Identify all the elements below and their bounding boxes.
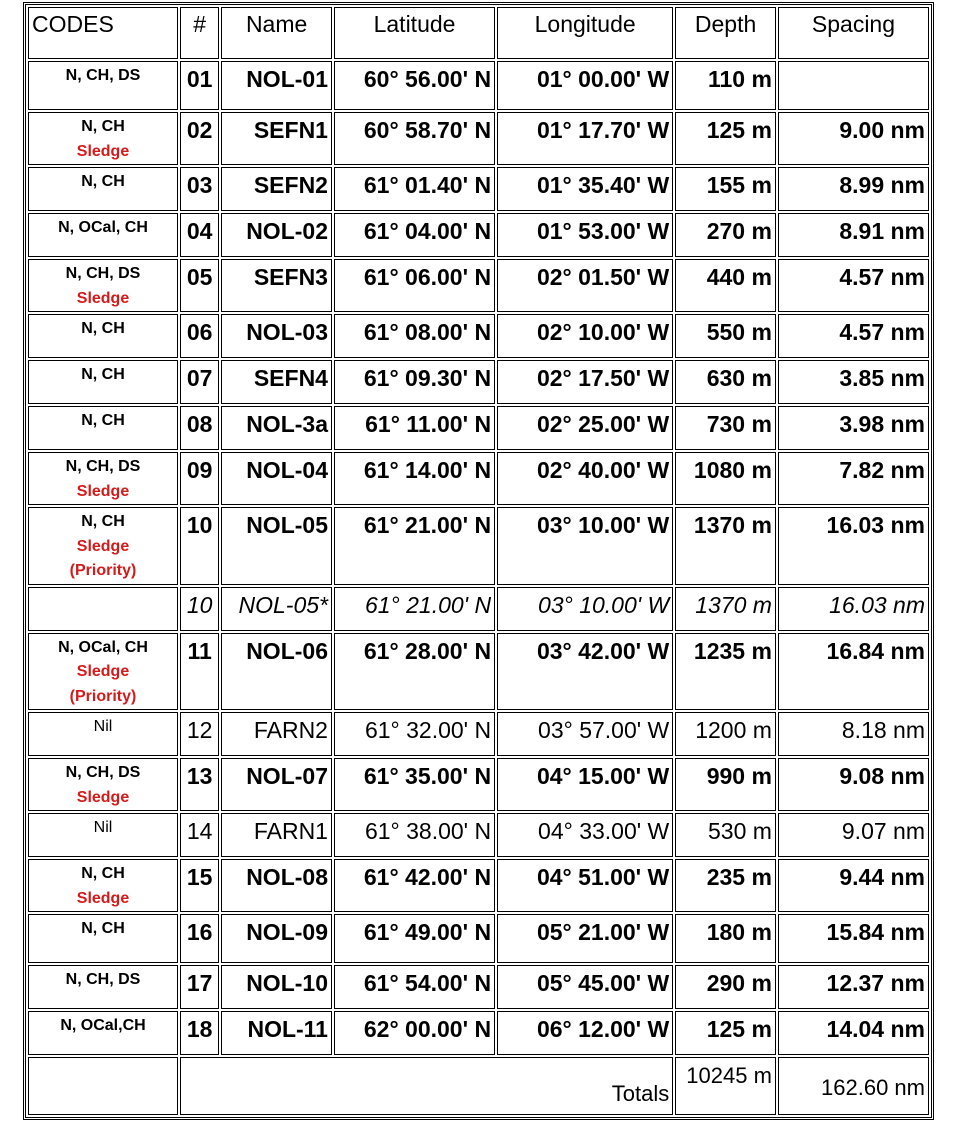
cell-num: 08	[180, 406, 219, 450]
cell-name: NOL-3a	[221, 406, 332, 450]
cell-codes	[28, 167, 178, 211]
cell-num: 02	[180, 112, 219, 165]
header-depth: Depth	[675, 7, 776, 59]
cell-depth: 990 m	[675, 758, 776, 811]
cell-name: SEFN4	[221, 360, 332, 404]
table-row	[28, 1011, 929, 1055]
cell-latitude: 61° 49.00' N	[334, 914, 495, 963]
totals-depth: 10245 m	[675, 1057, 776, 1115]
cell-longitude: 05° 21.00' W	[497, 914, 673, 963]
codes-text: N, CH, DS	[65, 67, 141, 84]
cell-spacing: 14.04 nm	[778, 1011, 929, 1055]
cell-latitude: 61° 01.40' N	[334, 167, 495, 211]
cell-codes	[28, 1011, 178, 1055]
cell-spacing: 8.91 nm	[778, 213, 929, 257]
cell-num: 10	[180, 587, 219, 631]
header-spacing: Spacing	[778, 7, 929, 59]
cell-num: 09	[180, 452, 219, 505]
stations-table	[26, 5, 931, 1117]
cell-codes	[28, 758, 178, 811]
codes-text: N, CH	[81, 173, 125, 190]
table-row	[28, 859, 929, 912]
table-row	[28, 758, 929, 811]
codes-text: N, CH	[81, 118, 125, 135]
codes-text: N, CH	[81, 513, 125, 530]
cell-spacing: 7.82 nm	[778, 452, 929, 505]
cell-name: NOL-10	[221, 965, 332, 1009]
totals-label: Totals	[180, 1057, 673, 1115]
cell-name: NOL-04	[221, 452, 332, 505]
cell-depth: 1370 m	[675, 587, 776, 631]
codes-text: N, OCal,CH	[60, 1017, 146, 1034]
cell-codes	[28, 813, 178, 857]
cell-spacing: 8.18 nm	[778, 712, 929, 756]
cell-depth: 1080 m	[675, 452, 776, 505]
cell-latitude: 61° 35.00' N	[334, 758, 495, 811]
priority-note: (Priority)	[69, 562, 137, 579]
cell-longitude: 04° 15.00' W	[497, 758, 673, 811]
cell-depth: 1370 m	[675, 507, 776, 585]
cell-name: NOL-05	[221, 507, 332, 585]
table-row	[28, 813, 929, 857]
cell-latitude: 60° 58.70' N	[334, 112, 495, 165]
cell-latitude: 61° 04.00' N	[334, 213, 495, 257]
cell-latitude: 61° 21.00' N	[334, 507, 495, 585]
codes-text: N, CH	[81, 865, 125, 882]
cell-spacing: 4.57 nm	[778, 259, 929, 312]
cell-latitude: 61° 21.00' N	[334, 587, 495, 631]
codes-text: N, CH, DS	[65, 265, 141, 282]
cell-longitude: 03° 57.00' W	[497, 712, 673, 756]
cell-depth: 1200 m	[675, 712, 776, 756]
cell-codes	[28, 507, 178, 585]
cell-latitude: 61° 14.00' N	[334, 452, 495, 505]
cell-latitude: 61° 28.00' N	[334, 633, 495, 711]
table-row	[28, 914, 929, 963]
cell-spacing: 4.57 nm	[778, 314, 929, 358]
cell-name: NOL-06	[221, 633, 332, 711]
cell-codes	[28, 406, 178, 450]
cell-depth: 270 m	[675, 213, 776, 257]
cell-name: NOL-11	[221, 1011, 332, 1055]
codes-text: N, CH	[81, 320, 125, 337]
table-row	[28, 259, 929, 312]
cell-depth: 440 m	[675, 259, 776, 312]
cell-num: 01	[180, 61, 219, 110]
cell-depth: 110 m	[675, 61, 776, 110]
cell-depth: 235 m	[675, 859, 776, 912]
cell-name: SEFN2	[221, 167, 332, 211]
cell-depth: 125 m	[675, 1011, 776, 1055]
cell-codes	[28, 213, 178, 257]
sledge-note: Sledge	[76, 889, 130, 907]
cell-num: 07	[180, 360, 219, 404]
cell-longitude: 03° 42.00' W	[497, 633, 673, 711]
table-row	[28, 360, 929, 404]
cell-codes	[28, 633, 178, 711]
codes-text: Nil	[93, 718, 113, 735]
cell-latitude: 61° 11.00' N	[334, 406, 495, 450]
cell-longitude: 01° 35.40' W	[497, 167, 673, 211]
cell-spacing: 16.84 nm	[778, 633, 929, 711]
cell-name: NOL-01	[221, 61, 332, 110]
header-codes: CODES	[28, 7, 178, 59]
cell-name: NOL-05*	[221, 587, 332, 631]
cell-spacing: 9.00 nm	[778, 112, 929, 165]
cell-longitude: 01° 17.70' W	[497, 112, 673, 165]
cell-longitude: 02° 01.50' W	[497, 259, 673, 312]
cell-longitude: 06° 12.00' W	[497, 1011, 673, 1055]
cell-name: NOL-07	[221, 758, 332, 811]
cell-codes	[28, 859, 178, 912]
cell-codes	[28, 259, 178, 312]
cell-num: 13	[180, 758, 219, 811]
totals-empty-codes	[28, 1057, 178, 1115]
cell-longitude: 03° 10.00' W	[497, 507, 673, 585]
table-row	[28, 965, 929, 1009]
table-row	[28, 314, 929, 358]
sledge-note: Sledge	[76, 788, 130, 806]
cell-num: 16	[180, 914, 219, 963]
cell-spacing: 3.98 nm	[778, 406, 929, 450]
cell-num: 06	[180, 314, 219, 358]
sledge-note: Sledge	[76, 663, 130, 680]
cell-spacing	[778, 61, 929, 110]
priority-note: (Priority)	[69, 687, 137, 705]
cell-codes	[28, 314, 178, 358]
cell-latitude: 60° 56.00' N	[334, 61, 495, 110]
cell-spacing: 9.44 nm	[778, 859, 929, 912]
cell-codes	[28, 712, 178, 756]
codes-text: N, CH	[81, 366, 125, 383]
cell-latitude: 61° 09.30' N	[334, 360, 495, 404]
cell-latitude: 61° 06.00' N	[334, 259, 495, 312]
cell-depth: 180 m	[675, 914, 776, 963]
cell-spacing: 16.03 nm	[778, 587, 929, 631]
cell-latitude: 62° 00.00' N	[334, 1011, 495, 1055]
table-row	[28, 507, 929, 585]
totals-spacing: 162.60 nm	[778, 1057, 929, 1115]
table-row	[28, 587, 929, 631]
cell-depth: 290 m	[675, 965, 776, 1009]
codes-text: N, CH, DS	[65, 458, 141, 475]
codes-text: N, OCal, CH	[58, 638, 148, 656]
cell-spacing: 15.84 nm	[778, 914, 929, 963]
sledge-note: Sledge	[76, 482, 130, 500]
table-row	[28, 61, 929, 110]
cell-codes	[28, 914, 178, 963]
cell-spacing: 16.03 nm	[778, 507, 929, 585]
stations-table-frame	[23, 2, 934, 1120]
cell-num: 12	[180, 712, 219, 756]
cell-codes	[28, 61, 178, 110]
cell-name: NOL-09	[221, 914, 332, 963]
sledge-note: Sledge	[76, 537, 130, 555]
cell-depth: 530 m	[675, 813, 776, 857]
table-row	[28, 213, 929, 257]
cell-longitude: 02° 40.00' W	[497, 452, 673, 505]
header-num: #	[180, 7, 219, 59]
codes-text: N, CH	[81, 412, 125, 429]
table-row	[28, 406, 929, 450]
table-row	[28, 633, 929, 711]
cell-name: SEFN3	[221, 259, 332, 312]
header-longitude: Longitude	[497, 7, 673, 59]
cell-depth: 155 m	[675, 167, 776, 211]
header-row	[28, 7, 929, 59]
cell-latitude: 61° 38.00' N	[334, 813, 495, 857]
cell-depth: 125 m	[675, 112, 776, 165]
codes-text: N, CH, DS	[65, 764, 141, 781]
table-row	[28, 452, 929, 505]
cell-num: 10	[180, 507, 219, 585]
cell-depth: 730 m	[675, 406, 776, 450]
cell-longitude: 01° 53.00' W	[497, 213, 673, 257]
header-name: Name	[221, 7, 332, 59]
cell-num: 11	[180, 633, 219, 711]
codes-text: Nil	[93, 819, 113, 836]
cell-num: 05	[180, 259, 219, 312]
cell-num: 15	[180, 859, 219, 912]
cell-depth: 630 m	[675, 360, 776, 404]
codes-text: N, CH, DS	[65, 971, 141, 988]
cell-longitude: 05° 45.00' W	[497, 965, 673, 1009]
sledge-note: Sledge	[76, 142, 130, 160]
cell-num: 17	[180, 965, 219, 1009]
table-row	[28, 712, 929, 756]
cell-longitude: 02° 17.50' W	[497, 360, 673, 404]
cell-codes	[28, 587, 178, 631]
cell-name: FARN2	[221, 712, 332, 756]
cell-depth: 1235 m	[675, 633, 776, 711]
cell-num: 04	[180, 213, 219, 257]
cell-longitude: 04° 33.00' W	[497, 813, 673, 857]
cell-num: 14	[180, 813, 219, 857]
cell-codes	[28, 360, 178, 404]
cell-spacing: 9.08 nm	[778, 758, 929, 811]
sledge-note: Sledge	[76, 289, 130, 307]
cell-spacing: 9.07 nm	[778, 813, 929, 857]
cell-spacing: 3.85 nm	[778, 360, 929, 404]
cell-latitude: 61° 08.00' N	[334, 314, 495, 358]
cell-num: 03	[180, 167, 219, 211]
cell-codes	[28, 965, 178, 1009]
cell-longitude: 02° 10.00' W	[497, 314, 673, 358]
cell-latitude: 61° 42.00' N	[334, 859, 495, 912]
cell-longitude: 03° 10.00' W	[497, 587, 673, 631]
header-latitude: Latitude	[334, 7, 495, 59]
cell-longitude: 04° 51.00' W	[497, 859, 673, 912]
cell-name: NOL-08	[221, 859, 332, 912]
cell-depth: 550 m	[675, 314, 776, 358]
cell-name: SEFN1	[221, 112, 332, 165]
totals-row	[28, 1057, 929, 1115]
codes-text: N, CH	[81, 920, 125, 937]
cell-codes	[28, 452, 178, 505]
cell-longitude: 02° 25.00' W	[497, 406, 673, 450]
cell-latitude: 61° 54.00' N	[334, 965, 495, 1009]
cell-name: NOL-03	[221, 314, 332, 358]
cell-name: FARN1	[221, 813, 332, 857]
codes-text: N, OCal, CH	[58, 219, 148, 236]
table-row	[28, 112, 929, 165]
cell-spacing: 12.37 nm	[778, 965, 929, 1009]
cell-longitude: 01° 00.00' W	[497, 61, 673, 110]
cell-name: NOL-02	[221, 213, 332, 257]
cell-latitude: 61° 32.00' N	[334, 712, 495, 756]
cell-codes	[28, 112, 178, 165]
cell-spacing: 8.99 nm	[778, 167, 929, 211]
cell-num: 18	[180, 1011, 219, 1055]
table-row	[28, 167, 929, 211]
